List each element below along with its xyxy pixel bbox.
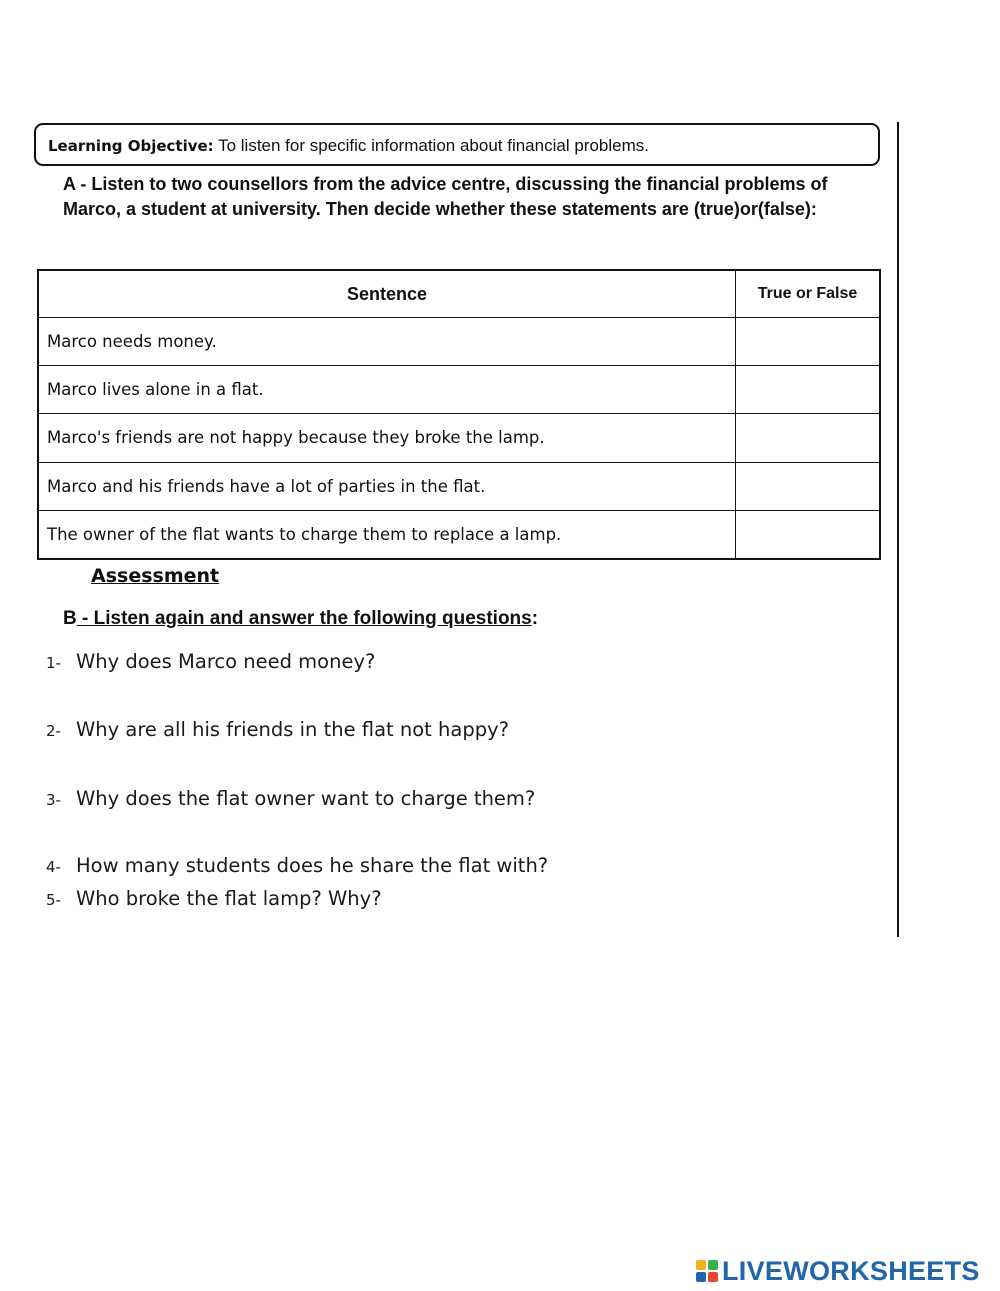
objective-label: Learning Objective: [48,137,214,155]
question-text: How many students does he share the flat with? [76,854,549,877]
answer-cell[interactable] [736,318,881,366]
statement-cell: The owner of the flat wants to charge them to replace a lamp. [38,510,736,559]
question-2 [46,718,509,741]
question-text: Who broke the flat lamp? Why? [76,887,382,910]
statement-cell: Marco needs money. [38,318,736,366]
question-1 [46,650,375,673]
question-number: 3- [46,791,61,809]
logo-mark-icon [696,1260,718,1282]
table-header-row [38,270,880,318]
part-b-heading [63,608,538,630]
table-row [38,366,880,414]
table-row [38,414,880,462]
answer-cell[interactable] [736,414,881,462]
logo-square [696,1260,706,1270]
question-text: Why does Marco need money? [76,650,376,673]
true-false-table [37,269,881,560]
logo-square [708,1272,718,1282]
logo-square [708,1260,718,1270]
answer-cell[interactable] [736,366,881,414]
part-b-colon: : [531,608,539,629]
question-number: 1- [46,654,61,672]
right-margin-line [897,122,899,937]
liveworksheets-logo [696,1257,980,1285]
logo-wordmark: LIVEWORKSHEETS [722,1255,980,1286]
question-number: 5- [46,891,61,909]
true-false-header: True or False [736,270,881,318]
question-number: 2- [46,722,61,740]
answer-cell[interactable] [736,510,881,559]
table-row [38,462,880,510]
question-text: Why does the flat owner want to charge them? [76,787,536,810]
assessment-heading: Assessment [91,565,220,587]
question-3 [46,787,535,810]
answer-cell[interactable] [736,462,881,510]
question-4 [46,854,548,877]
statement-cell: Marco lives alone in a flat. [38,366,736,414]
table-row [38,510,880,559]
part-b-prefix: B [63,608,77,629]
sentence-header: Sentence [38,270,736,318]
learning-objective-box [34,123,880,166]
statement-cell: Marco and his friends have a lot of parties in the flat. [38,462,736,510]
question-5 [46,887,382,910]
part-b-title: - Listen again and answer the following questions [76,608,532,629]
question-text: Why are all his friends in the flat not happy? [76,718,509,741]
question-number: 4- [46,858,61,876]
part-a-instruction: A - Listen to two counsellors from the advice centre, discussing the financial problems of Marco, a student at university. Then decide whether these statements are (true)or(false): [63,174,828,219]
table-row [38,318,880,366]
objective-text: To listen for specific information about financial problems. [213,136,649,155]
statement-cell: Marco's friends are not happy because they broke the lamp. [38,414,736,462]
logo-square [696,1272,706,1282]
